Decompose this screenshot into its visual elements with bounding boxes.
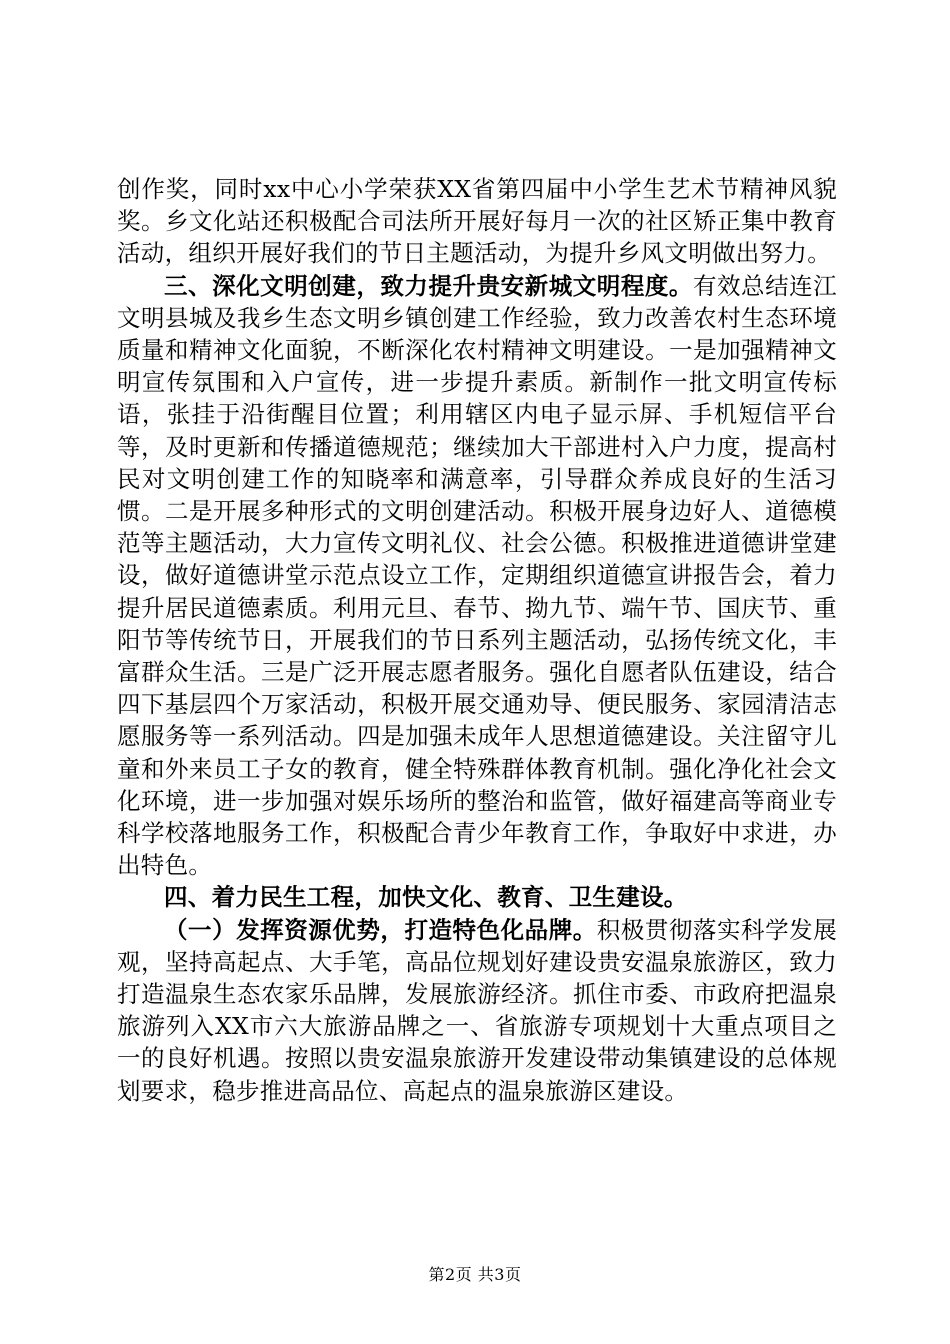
page-number-footer: 第2页 共3页: [428, 1265, 522, 1284]
paragraph-civilization: [117, 270, 837, 882]
paragraph-text: 有效总结连江文明县城及我乡生态文明乡镇创建工作经验，致力改善农村生态环境质量和精神文化面貌，不断深化农村精神文明建设。一是加强精神文明宣传氛围和入户宣传，进一步提升素质。新制作一批文明宣传标语，张挂于沿街醒目位置；利用辖区内电子显示屏、手机短信平台等，及时更新和传播道德规范；继续加大干部进村入户力度，提高村民对文明创建工作的知晓率和满意率，引导群众养成良好的生活习惯。二是开展多种形式的文明创建活动。积极开展身边好人、道德模范等主题活动，大力宣传文明礼仪、社会公德。积极推进道德讲堂建设，做好道德讲堂示范点设立工作，定期组织道德宣讲报告会，着力提升居民道德素质。利用元旦、春节、拗九节、端午节、国庆节、重阳节等传统节日，开展我们的节日系列主题活动，弘扬传统文化，丰富群众生活。三是广泛开展志愿者服务。强化自愿者队伍建设，结合四下基层四个万家活动，积极开展交通劝导、便民服务、家园清洁志愿服务等一系列活动。四是加强未成年人思想道德建设。关注留守儿童和外来员工子女的教育，健全特殊群体教育机制。强化净化社会文化环境，进一步加强对娱乐场所的整治和监管，做好福建高等商业专科学校落地服务工作，积极配合青少年教育工作，争取好中求进，办出特色。: [117, 271, 837, 880]
paragraph-continuation: [117, 173, 837, 270]
section-heading-four: [117, 881, 837, 913]
section-heading-three: 三、深化文明创建，致力提升贵安新城文明程度。: [164, 271, 693, 300]
document-body: [117, 173, 837, 1107]
heading-text: 四、着力民生工程，加快文化、教育、卫生建设。: [164, 883, 688, 912]
paragraph-text: 积极贯彻落实科学发展观，坚持高起点、大手笔，高品位规划好建设贵安温泉旅游区，致力打造温泉生态农家乐品牌，发展旅游经济。抓住市委、市政府把温泉旅游列入XX市六大旅游品牌之一、省旅游专项规划十大重点项目之一的良好机遇。按照以贵安温泉旅游开发建设带动集镇建设的总体规划要求，稳步推进高品位、高起点的温泉旅游区建设。: [117, 915, 837, 1105]
subsection-heading-one: （一）发挥资源优势，打造特色化品牌。: [164, 915, 597, 944]
paragraph-text: 创作奖，同时xx中心小学荣获XX省第四届中小学生艺术节精神风貌奖。乡文化站还积极配合司法所开展好每月一次的社区矫正集中教育活动，组织开展好我们的节日主题活动，为提升乡风文明做出努力。: [117, 175, 837, 268]
paragraph-tourism: [117, 914, 837, 1107]
